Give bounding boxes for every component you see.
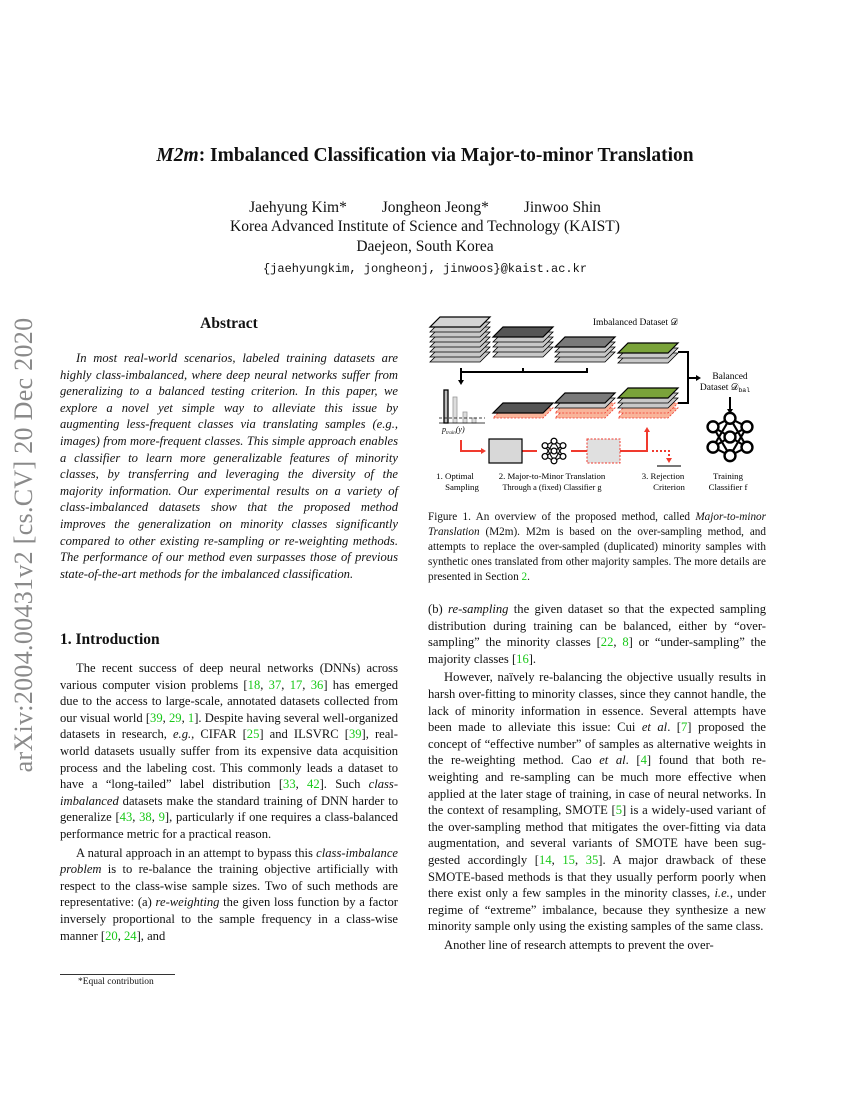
source-image	[489, 439, 522, 463]
text-run: ]. Such	[319, 777, 369, 792]
network-node	[542, 454, 548, 460]
citation-link[interactable]: 39	[348, 727, 362, 742]
classifier-g-icon	[542, 438, 566, 464]
text-run: ,	[260, 677, 269, 692]
step-label: Criterion	[653, 482, 685, 492]
text-run: ,	[281, 677, 290, 692]
text-run: ], and	[136, 928, 166, 943]
balanced-label: Balanced	[712, 372, 748, 382]
text-run: Figure 1. An overview of the proposed method, called	[428, 511, 696, 523]
citation-link[interactable]: 43	[119, 810, 133, 825]
text-run: ,	[151, 810, 159, 825]
network-node	[551, 448, 557, 454]
text-run: (b)	[428, 602, 449, 616]
text-run: ,	[295, 777, 308, 792]
location: Daejeon, South Korea	[356, 238, 494, 255]
network-node	[708, 421, 719, 432]
figure-caption	[428, 510, 766, 585]
paragraph	[60, 845, 398, 945]
citation-link[interactable]: 14	[539, 852, 552, 867]
italic-text: class-imbalanced	[60, 777, 399, 808]
paragraph	[60, 660, 398, 843]
abstract-text: In most real-world scenarios, labeled training datasets are highly class-imbalanced, where deep neural networks suffer from generalizing to a balanced testing criterion. In this paper, we explore a novel yet simple way to alleviate this issue by augmenting less-frequent classes via translating samples (e.g., images) from more-frequent classes. This simple approach enables a classifier to learn more generalizable features of minority classes, by transferring and leveraging the diversity of the majority information. Our experimental results on a variety of class-imbalanced datasets show that the proposed method improves the generalization on minority classes significantly compared to other existing re-sampling or re-weighting methods. The performance of our method even surpasses those of previous state-of-the-art methods for the imbalanced classification.	[60, 351, 398, 581]
image-layer	[493, 403, 553, 413]
citation-link[interactable]: 7	[681, 720, 688, 735]
paragraph	[428, 669, 766, 935]
citation-link[interactable]: 4	[640, 753, 647, 768]
abstract-heading: Abstract	[200, 315, 258, 332]
citation-link[interactable]: 39	[150, 710, 163, 725]
citation-link[interactable]: 25	[246, 727, 260, 742]
author: Jongheon Jeong*	[381, 199, 489, 216]
citation-link[interactable]: 9	[158, 810, 165, 825]
image-stacks	[430, 317, 678, 418]
citation-link[interactable]: 37	[268, 677, 282, 692]
text-run: the given dataset so that the expected sampling distribution during training can be balanced, either by “over-sampling” the minority classes [	[428, 602, 766, 650]
citation-link[interactable]: 2	[521, 571, 528, 583]
text-run: ] found that both re-weighting and re-sampling can be much more effective when applied at the later stage of training, in case of neural networks. In the context of resampling, SMOTE [	[428, 753, 766, 818]
text-run: ,	[132, 810, 140, 825]
text-run: (M2m). M2m is based on the over-sampling method, and attempts to replace the over-sampled (duplicated) minority samples with synthetic ones translated from other majority samples. The more details are presented in Section	[428, 526, 766, 583]
step-labels	[436, 471, 747, 492]
network-node	[725, 413, 736, 424]
italic-text: e.g.	[172, 727, 192, 742]
translated-image	[587, 439, 620, 463]
author-emails: {jaehyungkim, jongheonj, jinwoos}@kaist.ac.kr	[262, 262, 588, 276]
citation-link[interactable]: 24	[124, 928, 137, 943]
network-node	[708, 442, 719, 453]
author: Jinwoo Shin	[523, 199, 601, 216]
paragraph	[428, 601, 766, 667]
text-run: ,	[162, 710, 169, 725]
text-run: . [	[667, 720, 681, 735]
text-run: ], particularly if one requires a class-balanced performance metric for a practical reason.	[60, 810, 399, 841]
italic-text: re-sampling	[448, 602, 509, 616]
citation-link[interactable]: 22	[600, 635, 614, 650]
title-text: : Imbalanced Classification via Major-to-minor Translation	[198, 145, 694, 166]
network-node	[560, 454, 566, 460]
text-run: . [	[625, 753, 641, 768]
network-node	[742, 442, 753, 453]
image-layer	[618, 388, 678, 398]
network-node	[542, 443, 548, 449]
citation-link[interactable]: 20	[105, 928, 118, 943]
text-run: The recent success of deep neural networks (DNNs) across various computer vision problems [	[60, 661, 398, 692]
text-run: ] or “under-sampling” the majority classes [	[428, 635, 766, 666]
text-run: ] proposed the concept of “effective number” of samples as alternative weights in the re-weighting method. Cao	[428, 720, 766, 768]
citation-link[interactable]: 5	[615, 803, 623, 818]
text-run: .	[527, 571, 530, 583]
footnote-rule	[60, 974, 175, 975]
network-node	[551, 458, 557, 464]
text-run: ,	[574, 852, 586, 867]
step-label: Through a (fixed) Classifier g	[502, 483, 602, 492]
text-run: , CIFAR [	[191, 727, 247, 742]
text-run: ,	[181, 710, 188, 725]
citation-link[interactable]: 1	[187, 710, 195, 725]
citation-link[interactable]: 16	[516, 651, 529, 666]
text-run: ] has emerged due to the access to large-scale, annotated datasets collected from our visual world [	[60, 677, 399, 725]
step-label: 3. Rejection	[641, 471, 685, 481]
introduction-heading: 1. Introduction	[60, 631, 160, 648]
italic-text: re-weighting	[155, 895, 220, 910]
citation-link[interactable]: 38	[139, 810, 152, 825]
footnote: *Equal contribution	[78, 977, 154, 987]
image-layer	[493, 327, 553, 337]
italic-text: class-imbalance problem	[60, 845, 398, 877]
paragraph	[428, 937, 766, 954]
histogram	[439, 390, 485, 423]
network-node	[551, 438, 557, 444]
ptrain-label: $p_{train}(y)$	[442, 425, 465, 436]
text-run: the given loss function by a factor inversely proportional to the sample frequency in a class-wise manner [	[60, 895, 398, 943]
classifier-f-icon	[708, 413, 753, 461]
balanced-dataset-label: Dataset 𝒟$_{bal}$	[699, 383, 751, 394]
step-label: 2. Major-to-Minor Translation	[498, 471, 606, 481]
citation-link[interactable]: 8	[622, 635, 629, 650]
step-label: Sampling	[445, 482, 479, 492]
image-layer	[618, 343, 678, 353]
text-run: ] is a widely-used variant of the over-sampling method that mitigates the over-fitting via data augmentation, and several variants of SMOTE have been suggested accordingly [	[428, 803, 766, 867]
imbalanced-dataset-label: Imbalanced Dataset 𝒟	[592, 318, 678, 328]
text-run: ] and ILSVRC [	[259, 727, 349, 742]
paper-title	[0, 145, 850, 167]
text-run: ,	[117, 928, 124, 943]
network-node	[560, 443, 566, 449]
image-layer	[555, 337, 615, 347]
citation-link[interactable]: 15	[562, 852, 575, 867]
author: Jaehyung Kim*	[249, 199, 347, 216]
image-layer	[555, 393, 615, 403]
text-run: is to re-balance the training objective artificially with respect to the class-wise sample sizes. Two of such methods are representative: (a)	[60, 862, 398, 910]
text-run: ,	[302, 677, 311, 692]
text-run: datasets make the standard training of DNN harder to generalize [	[60, 793, 398, 825]
title-acronym: M2m	[156, 145, 199, 166]
step-label: 1. Optimal	[436, 471, 474, 481]
citation-link[interactable]: 29	[168, 710, 182, 725]
citation-link[interactable]: 35	[585, 852, 599, 867]
text-run: ]. Despite having several well-organized datasets in research,	[60, 710, 399, 742]
method-overview-figure	[425, 300, 770, 500]
step-label: Training	[713, 471, 743, 481]
text-run: , under regime of “extreme” imbalance, because they synthesize a new minority sample only using the existing samples of the same class.	[428, 886, 766, 934]
network-node	[725, 450, 736, 461]
step-label: Classifier f	[708, 482, 748, 492]
arxiv-identifier: arXiv:2004.00431v2 [cs.CV] 20 Dec 2020	[9, 317, 38, 773]
italic-text: Major-to-minor Translation	[428, 511, 766, 538]
text-run: However, naïvely re-balancing the objective usually results in harsh over-fitting to minority classes, since they cannot handle, the lack of minority information in essence. Several attempts have been made to alleviate this issue: Cui	[428, 670, 766, 735]
image-layer	[430, 317, 490, 327]
text-run: ]. A major drawback of these SMOTE-based methods is that they usually perform poorly when there exist only a few samples in the minority classes,	[428, 852, 767, 901]
citation-link[interactable]: 18	[247, 677, 261, 692]
right-column-body	[428, 601, 766, 955]
citation-link[interactable]: 42	[307, 777, 320, 792]
text-run: A natural approach in an attempt to bypass this	[76, 845, 317, 860]
italic-text: et al	[641, 720, 668, 735]
introduction-body	[60, 660, 398, 946]
text-run: ], real-world datasets usually suffer from its expensive data acquisition process and the labeling cost. This commonly leads a dataset to have a “long-tailed” label distribution [	[60, 727, 399, 792]
citation-link[interactable]: 17	[289, 677, 303, 692]
text-run: ,	[613, 635, 623, 650]
text-run: ,	[551, 852, 563, 867]
author-list	[0, 199, 850, 217]
text-run: Another line of research attempts to prevent the over-	[444, 937, 714, 952]
network-node	[725, 432, 736, 443]
text-run: ].	[528, 651, 537, 666]
italic-text: i.e.	[714, 886, 730, 901]
citation-link[interactable]: 33	[283, 777, 296, 792]
italic-text: et al	[599, 753, 626, 768]
network-node	[742, 421, 753, 432]
citation-link[interactable]: 36	[310, 677, 324, 692]
affiliation: Korea Advanced Institute of Science and Technology (KAIST)	[230, 218, 620, 235]
